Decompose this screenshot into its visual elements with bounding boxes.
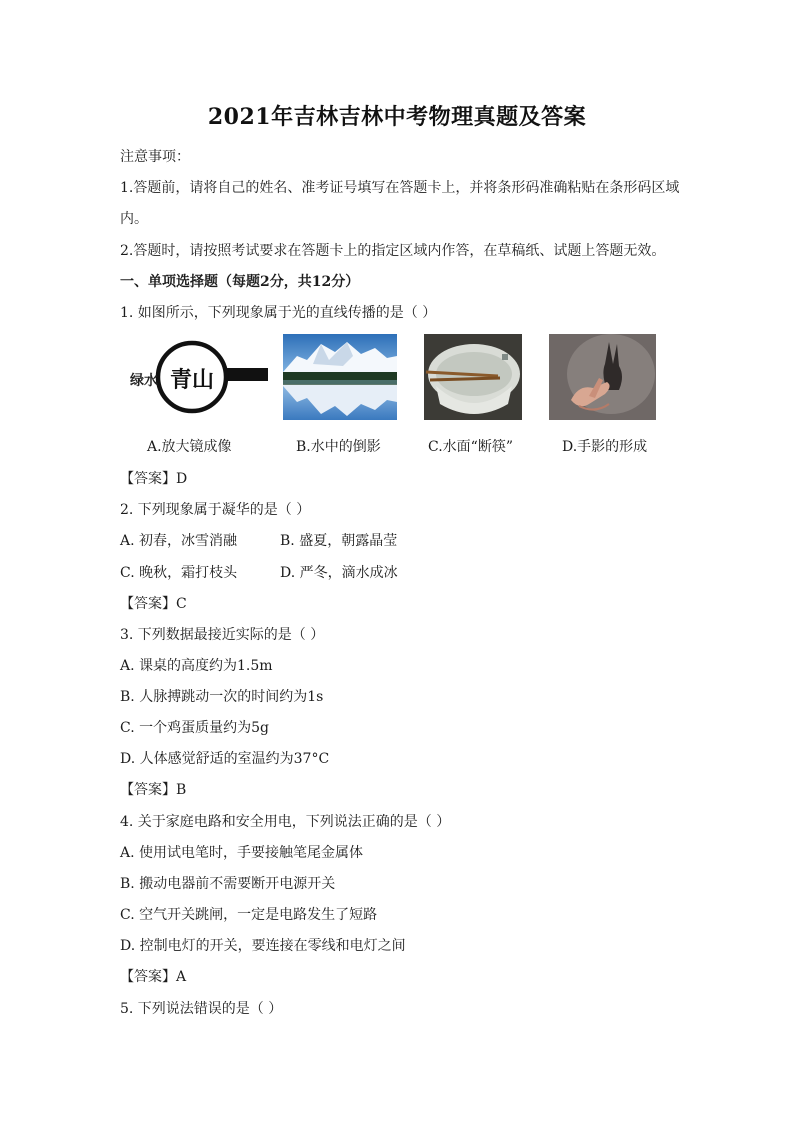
notice-item-1-line-1: 1.答题前，请将自己的姓名、准考证号填写在答题卡上，并将条形码准确粘贴在条形码区域	[120, 180, 680, 196]
question-1-answer: 【答案】D	[120, 471, 188, 487]
mountain-reflection-image	[283, 334, 397, 420]
question-2-option-b: B. 盛夏，朝露晶莹	[280, 533, 398, 549]
section-heading: 一、单项选择题（每题2分，共12分）	[120, 274, 360, 290]
question-3-option-b: B. 人脉搏跳动一次的时间约为1s	[120, 689, 324, 705]
question-4-stem: 4. 关于家庭电路和安全用电，下列说法正确的是（ ）	[120, 814, 451, 830]
question-3-stem: 3. 下列数据最接近实际的是（ ）	[120, 627, 325, 643]
magnifier-image	[124, 333, 270, 423]
caption-b: B.水中的倒影	[296, 439, 381, 455]
figure-text-green-water: 绿水	[130, 373, 158, 389]
question-3-option-c: C. 一个鸡蛋质量约为5g	[120, 720, 269, 736]
question-2-option-c: C. 晚秋，霜打枝头	[120, 565, 238, 581]
question-4-option-b: B. 搬动电器前不需要断开电源开关	[120, 876, 336, 892]
question-2-option-a: A. 初春，冰雪消融	[120, 533, 238, 549]
question-1-stem: 1. 如图所示，下列现象属于光的直线传播的是（ ）	[120, 305, 437, 321]
question-2-stem: 2. 下列现象属于凝华的是（ ）	[120, 502, 311, 518]
question-5-stem: 5. 下列说法错误的是（ ）	[120, 1001, 283, 1017]
notice-item-1-line-2: 内。	[120, 211, 148, 227]
figure-text-green-mountain: 青山	[170, 368, 215, 393]
question-3-option-a: A. 课桌的高度约为1.5m	[120, 658, 273, 674]
caption-d: D.手影的形成	[562, 439, 648, 455]
notice-item-2: 2.答题时，请按照考试要求在答题卡上的指定区域内作答，在草稿纸、试题上答题无效。	[120, 243, 666, 259]
question-2-option-d: D. 严冬，滴水成冰	[280, 565, 398, 581]
hand-shadow-image	[549, 334, 656, 420]
question-4-option-a: A. 使用试电笔时，手要接触笔尾金属体	[120, 845, 364, 861]
question-4-option-d: D. 控制电灯的开关，要连接在零线和电灯之间	[120, 938, 406, 954]
chopsticks-bowl-image	[424, 334, 522, 420]
question-4-answer: 【答案】A	[120, 969, 187, 985]
question-2-answer: 【答案】C	[120, 596, 187, 612]
caption-c: C.水面“断筷”	[428, 439, 513, 455]
notice-heading: 注意事项：	[120, 149, 190, 165]
page-title: 2021年吉林吉林中考物理真题及答案	[207, 104, 587, 130]
question-4-option-c: C. 空气开关跳闸，一定是电路发生了短路	[120, 907, 378, 923]
question-3-option-d: D. 人体感觉舒适的室温约为37°C	[120, 751, 330, 767]
caption-a: A.放大镜成像	[147, 439, 232, 455]
question-3-answer: 【答案】B	[120, 782, 187, 798]
